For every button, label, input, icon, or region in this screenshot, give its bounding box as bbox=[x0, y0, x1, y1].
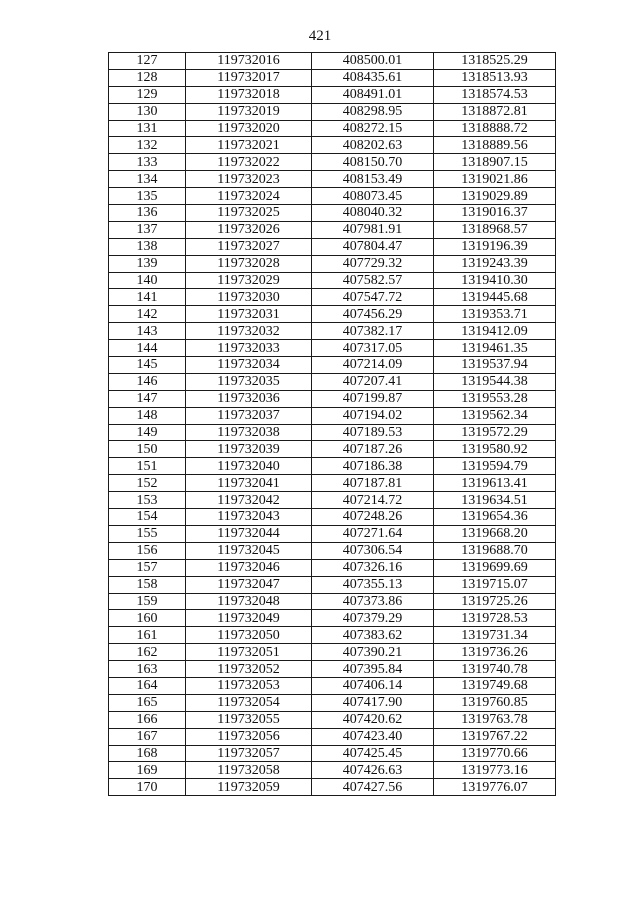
y-coordinate-cell: 1319776.07 bbox=[434, 779, 556, 796]
row-index-cell: 159 bbox=[109, 593, 186, 610]
table-row bbox=[109, 390, 556, 407]
x-coordinate-cell: 408202.63 bbox=[312, 137, 434, 154]
table-row bbox=[109, 103, 556, 120]
y-coordinate-cell: 1319763.78 bbox=[434, 711, 556, 728]
point-id-cell: 119732040 bbox=[186, 458, 312, 475]
row-index-cell: 163 bbox=[109, 661, 186, 678]
row-index-cell: 158 bbox=[109, 576, 186, 593]
coordinates-table bbox=[108, 52, 556, 796]
y-coordinate-cell: 1319544.38 bbox=[434, 373, 556, 390]
table-row bbox=[109, 272, 556, 289]
y-coordinate-cell: 1319353.71 bbox=[434, 306, 556, 323]
row-index-cell: 139 bbox=[109, 255, 186, 272]
table-row bbox=[109, 424, 556, 441]
table-row bbox=[109, 306, 556, 323]
table-row bbox=[109, 373, 556, 390]
y-coordinate-cell: 1319029.89 bbox=[434, 188, 556, 205]
x-coordinate-cell: 407373.86 bbox=[312, 593, 434, 610]
y-coordinate-cell: 1319594.79 bbox=[434, 458, 556, 475]
table-row bbox=[109, 323, 556, 340]
point-id-cell: 119732032 bbox=[186, 323, 312, 340]
page-number: 421 bbox=[308, 28, 332, 44]
x-coordinate-cell: 408491.01 bbox=[312, 86, 434, 103]
row-index-cell: 150 bbox=[109, 441, 186, 458]
y-coordinate-cell: 1319688.70 bbox=[434, 542, 556, 559]
x-coordinate-cell: 408272.15 bbox=[312, 120, 434, 137]
point-id-cell: 119732054 bbox=[186, 694, 312, 711]
x-coordinate-cell: 407456.29 bbox=[312, 306, 434, 323]
y-coordinate-cell: 1319243.39 bbox=[434, 255, 556, 272]
row-index-cell: 169 bbox=[109, 762, 186, 779]
x-coordinate-cell: 407379.29 bbox=[312, 610, 434, 627]
x-coordinate-cell: 407187.26 bbox=[312, 441, 434, 458]
x-coordinate-cell: 407582.57 bbox=[312, 272, 434, 289]
table-row bbox=[109, 644, 556, 661]
table-row bbox=[109, 559, 556, 576]
point-id-cell: 119732028 bbox=[186, 255, 312, 272]
row-index-cell: 160 bbox=[109, 610, 186, 627]
table-row bbox=[109, 69, 556, 86]
x-coordinate-cell: 407271.64 bbox=[312, 525, 434, 542]
row-index-cell: 161 bbox=[109, 627, 186, 644]
point-id-cell: 119732045 bbox=[186, 542, 312, 559]
point-id-cell: 119732038 bbox=[186, 424, 312, 441]
point-id-cell: 119732029 bbox=[186, 272, 312, 289]
x-coordinate-cell: 407199.87 bbox=[312, 390, 434, 407]
row-index-cell: 153 bbox=[109, 492, 186, 509]
point-id-cell: 119732022 bbox=[186, 154, 312, 171]
point-id-cell: 119732034 bbox=[186, 357, 312, 374]
y-coordinate-cell: 1319412.09 bbox=[434, 323, 556, 340]
row-index-cell: 144 bbox=[109, 340, 186, 357]
table-row bbox=[109, 407, 556, 424]
y-coordinate-cell: 1319699.69 bbox=[434, 559, 556, 576]
table-row bbox=[109, 509, 556, 526]
point-id-cell: 119732024 bbox=[186, 188, 312, 205]
x-coordinate-cell: 408435.61 bbox=[312, 69, 434, 86]
x-coordinate-cell: 407390.21 bbox=[312, 644, 434, 661]
row-index-cell: 127 bbox=[109, 53, 186, 70]
x-coordinate-cell: 408153.49 bbox=[312, 171, 434, 188]
y-coordinate-cell: 1319613.41 bbox=[434, 475, 556, 492]
point-id-cell: 119732023 bbox=[186, 171, 312, 188]
row-index-cell: 157 bbox=[109, 559, 186, 576]
table-row bbox=[109, 576, 556, 593]
x-coordinate-cell: 407423.40 bbox=[312, 728, 434, 745]
y-coordinate-cell: 1319572.29 bbox=[434, 424, 556, 441]
x-coordinate-cell: 407547.72 bbox=[312, 289, 434, 306]
point-id-cell: 119732037 bbox=[186, 407, 312, 424]
y-coordinate-cell: 1319728.53 bbox=[434, 610, 556, 627]
y-coordinate-cell: 1319461.35 bbox=[434, 340, 556, 357]
table-row bbox=[109, 525, 556, 542]
point-id-cell: 119732021 bbox=[186, 137, 312, 154]
x-coordinate-cell: 407194.02 bbox=[312, 407, 434, 424]
y-coordinate-cell: 1318872.81 bbox=[434, 103, 556, 120]
table-row bbox=[109, 221, 556, 238]
point-id-cell: 119732030 bbox=[186, 289, 312, 306]
x-coordinate-cell: 407981.91 bbox=[312, 221, 434, 238]
point-id-cell: 119732050 bbox=[186, 627, 312, 644]
x-coordinate-cell: 407729.32 bbox=[312, 255, 434, 272]
point-id-cell: 119732051 bbox=[186, 644, 312, 661]
x-coordinate-cell: 407425.45 bbox=[312, 745, 434, 762]
y-coordinate-cell: 1319021.86 bbox=[434, 171, 556, 188]
y-coordinate-cell: 1319749.68 bbox=[434, 677, 556, 694]
row-index-cell: 140 bbox=[109, 272, 186, 289]
row-index-cell: 129 bbox=[109, 86, 186, 103]
table-row bbox=[109, 542, 556, 559]
x-coordinate-cell: 408040.32 bbox=[312, 205, 434, 222]
y-coordinate-cell: 1319668.20 bbox=[434, 525, 556, 542]
y-coordinate-cell: 1319725.26 bbox=[434, 593, 556, 610]
y-coordinate-cell: 1319634.51 bbox=[434, 492, 556, 509]
y-coordinate-cell: 1319537.94 bbox=[434, 357, 556, 374]
row-index-cell: 138 bbox=[109, 238, 186, 255]
table-row bbox=[109, 120, 556, 137]
point-id-cell: 119732056 bbox=[186, 728, 312, 745]
x-coordinate-cell: 407207.41 bbox=[312, 373, 434, 390]
x-coordinate-cell: 407326.16 bbox=[312, 559, 434, 576]
row-index-cell: 131 bbox=[109, 120, 186, 137]
row-index-cell: 146 bbox=[109, 373, 186, 390]
row-index-cell: 162 bbox=[109, 644, 186, 661]
table-row bbox=[109, 475, 556, 492]
point-id-cell: 119732057 bbox=[186, 745, 312, 762]
row-index-cell: 156 bbox=[109, 542, 186, 559]
y-coordinate-cell: 1319715.07 bbox=[434, 576, 556, 593]
point-id-cell: 119732031 bbox=[186, 306, 312, 323]
y-coordinate-cell: 1318907.15 bbox=[434, 154, 556, 171]
table-row bbox=[109, 677, 556, 694]
row-index-cell: 134 bbox=[109, 171, 186, 188]
x-coordinate-cell: 407187.81 bbox=[312, 475, 434, 492]
row-index-cell: 155 bbox=[109, 525, 186, 542]
row-index-cell: 164 bbox=[109, 677, 186, 694]
row-index-cell: 136 bbox=[109, 205, 186, 222]
point-id-cell: 119732052 bbox=[186, 661, 312, 678]
row-index-cell: 165 bbox=[109, 694, 186, 711]
x-coordinate-cell: 408150.70 bbox=[312, 154, 434, 171]
row-index-cell: 167 bbox=[109, 728, 186, 745]
y-coordinate-cell: 1319773.16 bbox=[434, 762, 556, 779]
table-row bbox=[109, 205, 556, 222]
point-id-cell: 119732042 bbox=[186, 492, 312, 509]
y-coordinate-cell: 1318968.57 bbox=[434, 221, 556, 238]
point-id-cell: 119732018 bbox=[186, 86, 312, 103]
x-coordinate-cell: 408298.95 bbox=[312, 103, 434, 120]
point-id-cell: 119732055 bbox=[186, 711, 312, 728]
x-coordinate-cell: 407383.62 bbox=[312, 627, 434, 644]
x-coordinate-cell: 407186.38 bbox=[312, 458, 434, 475]
table-row bbox=[109, 627, 556, 644]
row-index-cell: 170 bbox=[109, 779, 186, 796]
point-id-cell: 119732046 bbox=[186, 559, 312, 576]
point-id-cell: 119732047 bbox=[186, 576, 312, 593]
table-row bbox=[109, 694, 556, 711]
y-coordinate-cell: 1319740.78 bbox=[434, 661, 556, 678]
y-coordinate-cell: 1319562.34 bbox=[434, 407, 556, 424]
x-coordinate-cell: 407420.62 bbox=[312, 711, 434, 728]
x-coordinate-cell: 407248.26 bbox=[312, 509, 434, 526]
x-coordinate-cell: 407306.54 bbox=[312, 542, 434, 559]
x-coordinate-cell: 407214.72 bbox=[312, 492, 434, 509]
y-coordinate-cell: 1319760.85 bbox=[434, 694, 556, 711]
y-coordinate-cell: 1319016.37 bbox=[434, 205, 556, 222]
table-row bbox=[109, 593, 556, 610]
table-row bbox=[109, 86, 556, 103]
x-coordinate-cell: 407426.63 bbox=[312, 762, 434, 779]
row-index-cell: 154 bbox=[109, 509, 186, 526]
x-coordinate-cell: 407417.90 bbox=[312, 694, 434, 711]
y-coordinate-cell: 1318574.53 bbox=[434, 86, 556, 103]
point-id-cell: 119732020 bbox=[186, 120, 312, 137]
row-index-cell: 149 bbox=[109, 424, 186, 441]
y-coordinate-cell: 1318888.72 bbox=[434, 120, 556, 137]
point-id-cell: 119732027 bbox=[186, 238, 312, 255]
point-id-cell: 119732035 bbox=[186, 373, 312, 390]
table-row bbox=[109, 711, 556, 728]
table-row bbox=[109, 441, 556, 458]
x-coordinate-cell: 407214.09 bbox=[312, 357, 434, 374]
y-coordinate-cell: 1319580.92 bbox=[434, 441, 556, 458]
table-row bbox=[109, 762, 556, 779]
point-id-cell: 119732049 bbox=[186, 610, 312, 627]
table-row bbox=[109, 779, 556, 796]
table-row bbox=[109, 610, 556, 627]
point-id-cell: 119732019 bbox=[186, 103, 312, 120]
y-coordinate-cell: 1318889.56 bbox=[434, 137, 556, 154]
table-row bbox=[109, 255, 556, 272]
x-coordinate-cell: 407189.53 bbox=[312, 424, 434, 441]
table-row bbox=[109, 154, 556, 171]
row-index-cell: 147 bbox=[109, 390, 186, 407]
table-row bbox=[109, 289, 556, 306]
point-id-cell: 119732043 bbox=[186, 509, 312, 526]
row-index-cell: 130 bbox=[109, 103, 186, 120]
point-id-cell: 119732039 bbox=[186, 441, 312, 458]
table-row bbox=[109, 357, 556, 374]
y-coordinate-cell: 1319654.36 bbox=[434, 509, 556, 526]
point-id-cell: 119732053 bbox=[186, 677, 312, 694]
y-coordinate-cell: 1319196.39 bbox=[434, 238, 556, 255]
table-row bbox=[109, 340, 556, 357]
x-coordinate-cell: 407395.84 bbox=[312, 661, 434, 678]
x-coordinate-cell: 407382.17 bbox=[312, 323, 434, 340]
row-index-cell: 135 bbox=[109, 188, 186, 205]
table-row bbox=[109, 238, 556, 255]
row-index-cell: 148 bbox=[109, 407, 186, 424]
point-id-cell: 119732036 bbox=[186, 390, 312, 407]
y-coordinate-cell: 1319731.34 bbox=[434, 627, 556, 644]
table-row bbox=[109, 137, 556, 154]
point-id-cell: 119732058 bbox=[186, 762, 312, 779]
table-row bbox=[109, 492, 556, 509]
point-id-cell: 119732048 bbox=[186, 593, 312, 610]
x-coordinate-cell: 408500.01 bbox=[312, 53, 434, 70]
row-index-cell: 166 bbox=[109, 711, 186, 728]
x-coordinate-cell: 407406.14 bbox=[312, 677, 434, 694]
row-index-cell: 168 bbox=[109, 745, 186, 762]
row-index-cell: 128 bbox=[109, 69, 186, 86]
table-row bbox=[109, 661, 556, 678]
x-coordinate-cell: 407355.13 bbox=[312, 576, 434, 593]
point-id-cell: 119732041 bbox=[186, 475, 312, 492]
y-coordinate-cell: 1318525.29 bbox=[434, 53, 556, 70]
table-row bbox=[109, 171, 556, 188]
point-id-cell: 119732044 bbox=[186, 525, 312, 542]
point-id-cell: 119732033 bbox=[186, 340, 312, 357]
row-index-cell: 152 bbox=[109, 475, 186, 492]
table-body bbox=[109, 53, 556, 796]
y-coordinate-cell: 1319767.22 bbox=[434, 728, 556, 745]
y-coordinate-cell: 1319445.68 bbox=[434, 289, 556, 306]
row-index-cell: 141 bbox=[109, 289, 186, 306]
row-index-cell: 133 bbox=[109, 154, 186, 171]
x-coordinate-cell: 408073.45 bbox=[312, 188, 434, 205]
row-index-cell: 142 bbox=[109, 306, 186, 323]
y-coordinate-cell: 1319410.30 bbox=[434, 272, 556, 289]
x-coordinate-cell: 407427.56 bbox=[312, 779, 434, 796]
point-id-cell: 119732059 bbox=[186, 779, 312, 796]
y-coordinate-cell: 1319770.66 bbox=[434, 745, 556, 762]
y-coordinate-cell: 1319736.26 bbox=[434, 644, 556, 661]
point-id-cell: 119732016 bbox=[186, 53, 312, 70]
point-id-cell: 119732025 bbox=[186, 205, 312, 222]
row-index-cell: 143 bbox=[109, 323, 186, 340]
x-coordinate-cell: 407317.05 bbox=[312, 340, 434, 357]
table-row bbox=[109, 458, 556, 475]
point-id-cell: 119732017 bbox=[186, 69, 312, 86]
table-row bbox=[109, 728, 556, 745]
table-row bbox=[109, 745, 556, 762]
table-row bbox=[109, 53, 556, 70]
x-coordinate-cell: 407804.47 bbox=[312, 238, 434, 255]
y-coordinate-cell: 1319553.28 bbox=[434, 390, 556, 407]
y-coordinate-cell: 1318513.93 bbox=[434, 69, 556, 86]
point-id-cell: 119732026 bbox=[186, 221, 312, 238]
row-index-cell: 151 bbox=[109, 458, 186, 475]
row-index-cell: 137 bbox=[109, 221, 186, 238]
table-row bbox=[109, 188, 556, 205]
row-index-cell: 132 bbox=[109, 137, 186, 154]
row-index-cell: 145 bbox=[109, 357, 186, 374]
